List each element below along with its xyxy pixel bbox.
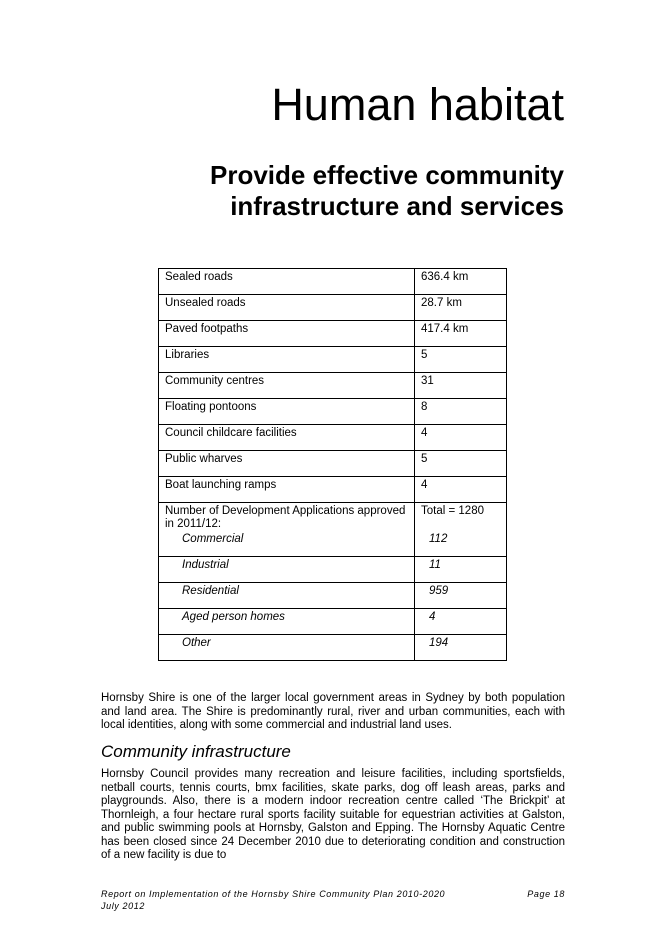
table-row-da-header [159, 503, 507, 532]
table-row [159, 399, 507, 425]
table-row [159, 451, 507, 477]
row-value: 4 [415, 425, 507, 451]
row-value: 31 [415, 373, 507, 399]
table-row [159, 425, 507, 451]
row-value: 4 [415, 477, 507, 503]
table-row-da-item [159, 531, 507, 557]
section-heading: Community infrastructure [101, 742, 291, 761]
table-row [159, 347, 507, 373]
page-subtitle: Provide effective community infrastructure and services [210, 160, 564, 221]
da-total: Total = 1280 [415, 503, 507, 532]
table-row-da-item [159, 583, 507, 609]
table-row-da-item [159, 635, 507, 661]
da-item-value: 4 [415, 609, 507, 635]
table-row [159, 321, 507, 347]
row-label: Unsealed roads [159, 295, 415, 321]
row-label: Paved footpaths [159, 321, 415, 347]
row-value: 636.4 km [415, 269, 507, 295]
da-label: Number of Development Applications approved in 2011/12: [159, 503, 415, 532]
da-item-value: 959 [415, 583, 507, 609]
da-item-label: Industrial [159, 557, 415, 583]
table-row [159, 295, 507, 321]
da-item-label: Aged person homes [159, 609, 415, 635]
table-row [159, 477, 507, 503]
row-label: Libraries [159, 347, 415, 373]
table-row-da-item [159, 609, 507, 635]
row-value: 417.4 km [415, 321, 507, 347]
row-label: Floating pontoons [159, 399, 415, 425]
table-row [159, 373, 507, 399]
intro-paragraph: Hornsby Shire is one of the larger local government areas in Sydney by both population and land area. The Shire is predominantly rural, river and urban communities, each with local identities, along with some commercial and industrial land uses. [101, 692, 565, 731]
da-item-value: 194 [415, 635, 507, 661]
da-item-label: Residential [159, 583, 415, 609]
row-label: Council childcare facilities [159, 425, 415, 451]
footer-page-number: Page 18 [527, 889, 565, 899]
row-value: 8 [415, 399, 507, 425]
table-row [159, 269, 507, 295]
row-value: 5 [415, 451, 507, 477]
da-item-label: Other [159, 635, 415, 661]
da-item-value: 11 [415, 557, 507, 583]
page-footer [101, 888, 565, 912]
page-title: Human habitat [271, 79, 564, 130]
da-item-label: Commercial [159, 531, 415, 557]
row-label: Community centres [159, 373, 415, 399]
table-row-da-item [159, 557, 507, 583]
da-item-value: 112 [415, 531, 507, 557]
footer-report-title: Report on Implementation of the Hornsby Shire Community Plan 2010-2020 [101, 889, 446, 899]
row-label: Boat launching ramps [159, 477, 415, 503]
row-value: 5 [415, 347, 507, 373]
row-label: Public wharves [159, 451, 415, 477]
footer-date: July 2012 [101, 901, 145, 911]
section-paragraph: Hornsby Council provides many recreation and leisure facilities, including sportsfields, netball courts, tennis courts, bmx facilities, skate parks, dog off leash areas, parks and playgrounds. Also, there is a modern indoor recreation centre called ‘The Brickpit’ at Thornleigh, a four hectare rural sports facility suitable for equestrian activities at Galston, and public swimming pools at Hornsby, Galston and Epping. The Hornsby Aquatic Centre has been closed since 24 December 2010 due to deteriorating condition and construction of a new facility is due to [101, 768, 565, 861]
row-value: 28.7 km [415, 295, 507, 321]
row-label: Sealed roads [159, 269, 415, 295]
facts-table [158, 268, 507, 661]
